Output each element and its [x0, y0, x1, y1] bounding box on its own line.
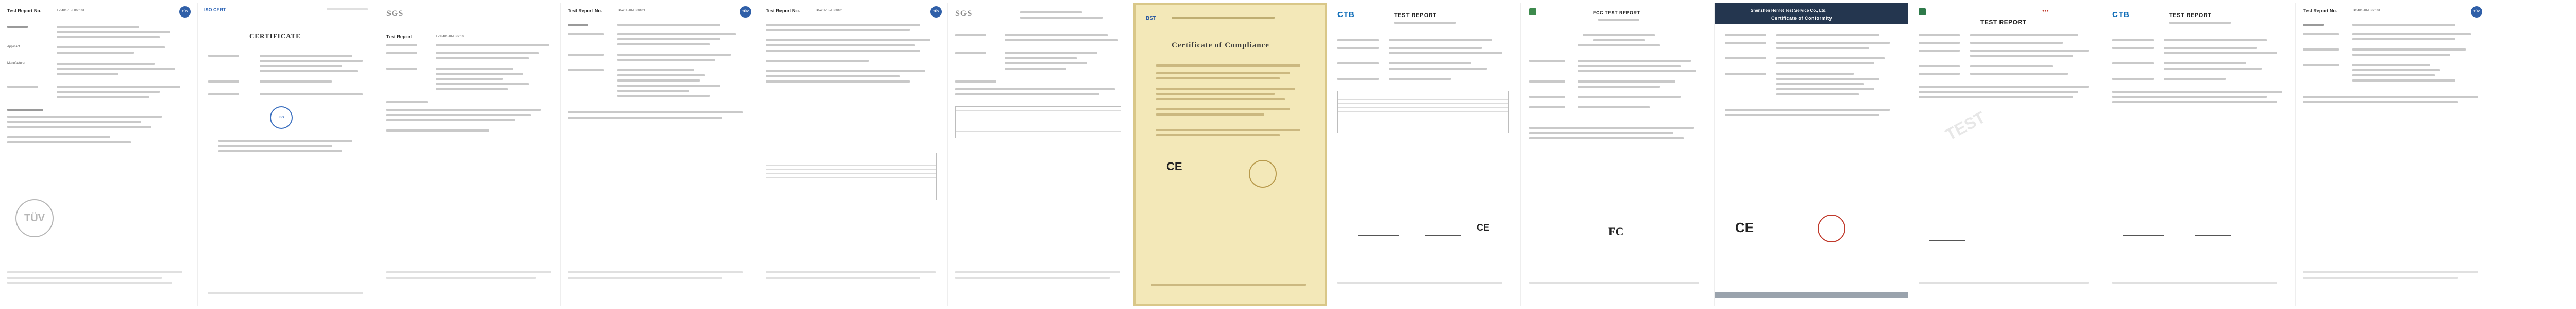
report-header: Test Report [386, 34, 412, 39]
signature [1358, 230, 1399, 236]
certificate-document[interactable] [0, 3, 198, 306]
tuv-logo-icon: TÜV [179, 6, 191, 18]
certificate-document[interactable] [948, 3, 1133, 306]
tuv-watermark-stamp: TÜV [15, 199, 54, 237]
report-header: Test Report No. [2303, 8, 2337, 13]
certificate-title: Certificate of Conformity [1771, 15, 1833, 21]
footer-band [1715, 292, 1908, 298]
certificate-document[interactable] [2296, 3, 2489, 306]
signature [1929, 235, 1965, 241]
watermark: TEST [1942, 107, 1989, 144]
signature [1425, 230, 1461, 236]
certificate-title: CERTIFICATE [249, 32, 301, 40]
sgs-logo: SGS [386, 9, 404, 18]
certificate-document[interactable] [2102, 3, 2296, 306]
certificate-document[interactable] [198, 3, 379, 306]
report-number: TP-401-18-F860101 [815, 9, 843, 12]
lab-logo-icon [1529, 8, 1536, 15]
signature [664, 245, 705, 250]
signature [2316, 245, 2358, 250]
ce-mark-icon: CE [1477, 222, 1490, 233]
report-header: Test Report No. [7, 8, 42, 13]
certificate-title: Certificate of Compliance [1172, 41, 1269, 50]
report-header: Test Report No. [766, 8, 800, 13]
report-title: TEST REPORT [1394, 12, 1437, 19]
ce-mark-icon: CE [1735, 220, 1754, 235]
seal-icon [1249, 160, 1277, 188]
certificate-document[interactable] [1908, 3, 2102, 306]
tuv-logo-icon: TÜV [2471, 6, 2482, 18]
manufacturer-label: Manufacturer [7, 62, 26, 65]
ctb-logo: CTB [1337, 10, 1355, 19]
signature [103, 246, 149, 251]
signature [1541, 220, 1578, 225]
certificate-document[interactable] [758, 3, 948, 306]
report-header: Test Report No. [568, 8, 602, 13]
fcc-mark-icon: FC [1608, 225, 1624, 238]
report-number: TP-401-18-F860101 [617, 9, 646, 12]
bst-logo: BST [1146, 15, 1156, 21]
lab-logo-icon [1919, 8, 1926, 15]
applicant-label: Applicant [7, 45, 20, 48]
iso-seal-icon: ISO [270, 106, 293, 129]
red-seal-icon [1818, 215, 1845, 242]
signature [581, 245, 622, 250]
signature [2399, 245, 2440, 250]
accreditation-logo-icon: ●●● [2042, 9, 2049, 13]
document-header-band [1715, 3, 1908, 24]
report-title: TEST REPORT [2169, 12, 2212, 19]
ce-mark-icon: CE [1166, 160, 1182, 173]
tuv-logo-icon: TÜV [740, 6, 751, 18]
issuer-name: Shenzhen Hemet Test Service Co., Ltd. [1751, 8, 1827, 13]
certificate-document[interactable] [379, 3, 561, 306]
signature [1166, 212, 1208, 217]
ctb-logo: CTB [2112, 10, 2130, 19]
brand-logo: ISO CERT [204, 7, 226, 12]
signature [400, 246, 441, 251]
report-number: TP-401-15-F860101 [57, 9, 85, 12]
report-number: TP-401-18-F860101 [2352, 9, 2381, 12]
report-title: TEST REPORT [1980, 19, 2027, 26]
signature [218, 220, 255, 225]
signature [21, 246, 62, 251]
data-table [766, 153, 937, 200]
certificate-document[interactable] [561, 3, 758, 306]
certificate-document[interactable] [1133, 3, 1327, 306]
sgs-logo: SGS [955, 9, 973, 18]
certificate-document[interactable] [1521, 3, 1715, 306]
signature [2195, 230, 2231, 236]
data-table [1337, 91, 1509, 133]
tuv-logo-icon: TÜV [930, 6, 942, 18]
report-number: TPJ-401-18-F86010 [436, 35, 464, 38]
certificate-document[interactable] [1715, 3, 1908, 306]
certificate-document[interactable] [1327, 3, 1521, 306]
signature [2123, 230, 2164, 236]
report-title: FCC TEST REPORT [1593, 10, 1640, 15]
data-table [955, 106, 1121, 138]
